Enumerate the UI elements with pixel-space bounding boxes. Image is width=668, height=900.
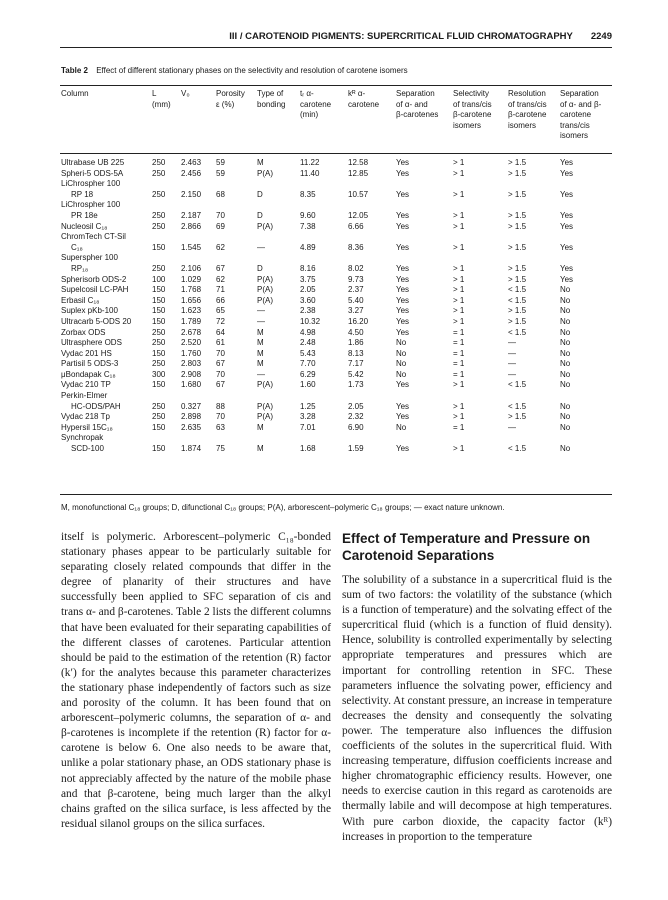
header-isomer-separation: Separation of α- and β- carotene trans/cis isomers (560, 89, 602, 140)
cell-bonding: D (257, 189, 263, 199)
cell-resolution: < 1.5 (508, 380, 527, 390)
cell-isomer-separation: Yes (560, 242, 574, 252)
cell-resolution: > 1.5 (508, 242, 527, 252)
column-name: Synchropak (61, 433, 104, 443)
cell-selectivity: > 1 (453, 444, 465, 454)
cell-retention-factor: 8.02 (348, 263, 364, 273)
cell-porosity: 59 (216, 168, 225, 178)
cell-selectivity: > 1 (453, 221, 465, 231)
cell-retention-time: 4.98 (300, 327, 316, 337)
table-row (60, 158, 612, 169)
cell-void-volume: 0.327 (181, 401, 202, 411)
cell-isomer-separation: No (560, 306, 571, 316)
column-name: Ultracarb 5-ODS 20 (61, 316, 132, 326)
column-name-continued: RP₁₈ (71, 263, 89, 273)
cell-separation: Yes (396, 221, 410, 231)
cell-retention-time: 3.28 (300, 412, 316, 422)
cell-retention-factor: 1.86 (348, 338, 364, 348)
column-name: μBondapak C₁₈ (61, 369, 116, 379)
header-resolution: Resolution of trans/cis β-carotene isomers (508, 89, 547, 130)
column-name: Supelcosil LC-PAH (61, 285, 129, 295)
column-name: Superspher 100 (61, 253, 118, 263)
cell-separation: Yes (396, 306, 410, 316)
table-row (60, 433, 612, 454)
column-name: Suplex pKb-100 (61, 306, 118, 316)
cell-void-volume: 1.789 (181, 316, 202, 326)
cell-isomer-separation: No (560, 369, 571, 379)
table-row (60, 359, 612, 370)
cell-selectivity: > 1 (453, 412, 465, 422)
cell-void-volume: 1.768 (181, 285, 202, 295)
cell-porosity: 68 (216, 189, 225, 199)
cell-retention-time: 2.38 (300, 306, 316, 316)
cell-selectivity: > 1 (453, 168, 465, 178)
cell-resolution: > 1.5 (508, 168, 527, 178)
cell-selectivity: = 1 (453, 348, 465, 358)
cell-resolution: > 1.5 (508, 158, 527, 167)
column-name-continued: HC-ODS/PAH (71, 401, 121, 411)
cell-porosity: 63 (216, 422, 225, 432)
cell-porosity: 71 (216, 285, 225, 295)
table-row (60, 275, 612, 286)
table-header-rule (60, 153, 612, 154)
cell-retention-factor: 5.42 (348, 369, 364, 379)
cell-retention-time: 5.43 (300, 348, 316, 358)
table-top-rule (60, 85, 612, 86)
cell-length: 150 (152, 306, 166, 316)
cell-isomer-separation: Yes (560, 168, 574, 178)
cell-retention-time: 7.01 (300, 422, 316, 432)
cell-resolution: — (508, 359, 516, 369)
cell-separation: No (396, 348, 407, 358)
cell-porosity: 67 (216, 380, 225, 390)
cell-retention-factor: 3.27 (348, 306, 364, 316)
left-text-column (61, 530, 331, 832)
cell-bonding: P(A) (257, 401, 273, 411)
cell-bonding: M (257, 327, 264, 337)
cell-length: 150 (152, 285, 166, 295)
column-name: Vydac 210 TP (61, 380, 111, 390)
table-row (60, 370, 612, 381)
column-name: LiChrospher 100 (61, 179, 121, 189)
table-caption-text: Effect of different stationary phases on the selectivity and resolution of carotene isomers (96, 66, 408, 75)
cell-selectivity: > 1 (453, 210, 465, 220)
cell-length: 150 (152, 422, 166, 432)
cell-isomer-separation: Yes (560, 210, 574, 220)
cell-length: 250 (152, 168, 166, 178)
cell-separation: Yes (396, 242, 410, 252)
cell-void-volume: 2.150 (181, 189, 202, 199)
cell-retention-time: 10.32 (300, 316, 321, 326)
cell-length: 250 (152, 401, 166, 411)
cell-void-volume: 2.803 (181, 359, 202, 369)
cell-void-volume: 1.874 (181, 444, 202, 454)
cell-porosity: 88 (216, 401, 225, 411)
right-text-column (342, 530, 612, 845)
cell-retention-time: 9.60 (300, 210, 316, 220)
cell-bonding: — (257, 316, 265, 326)
column-name: Perkin-Elmer (61, 391, 108, 401)
cell-bonding: M (257, 338, 264, 348)
cell-retention-time: 8.35 (300, 189, 316, 199)
table-row (60, 285, 612, 296)
cell-retention-factor: 12.85 (348, 168, 369, 178)
cell-retention-factor: 12.58 (348, 158, 369, 167)
cell-retention-factor: 1.59 (348, 444, 364, 454)
table-footnote: M, monofunctional C₁₈ groups; D, difunctional C₁₈ groups; P(A), arborescent–polymeric C₁₈ groups; — exact nature unknown. (61, 503, 505, 512)
cell-retention-time: 8.16 (300, 263, 316, 273)
cell-separation: Yes (396, 412, 410, 422)
cell-length: 250 (152, 189, 166, 199)
cell-void-volume: 1.680 (181, 380, 202, 390)
cell-length: 100 (152, 274, 166, 284)
cell-resolution: < 1.5 (508, 285, 527, 295)
cell-separation: Yes (396, 401, 410, 411)
cell-separation: Yes (396, 380, 410, 390)
table-row (60, 222, 612, 233)
cell-isomer-separation: Yes (560, 158, 574, 167)
cell-selectivity: > 1 (453, 401, 465, 411)
cell-resolution: — (508, 348, 516, 358)
cell-selectivity: > 1 (453, 158, 465, 167)
table-label: Table 2 (61, 66, 88, 75)
cell-length: 150 (152, 348, 166, 358)
cell-bonding: M (257, 158, 264, 167)
cell-void-volume: 2.635 (181, 422, 202, 432)
column-name: Spherisorb ODS-2 (61, 274, 127, 284)
cell-length: 250 (152, 263, 166, 273)
running-head-title: III / CAROTENOID PIGMENTS: SUPERCRITICAL FLUID CHROMATOGRAPHY (229, 30, 573, 42)
cell-separation: Yes (396, 274, 410, 284)
cell-bonding: P(A) (257, 295, 273, 305)
cell-length: 150 (152, 242, 166, 252)
column-name: Partisil 5 ODS-3 (61, 359, 119, 369)
cell-porosity: 70 (216, 348, 225, 358)
cell-retention-factor: 1.73 (348, 380, 364, 390)
cell-retention-time: 7.38 (300, 221, 316, 231)
cell-bonding: M (257, 359, 264, 369)
cell-retention-time: 1.68 (300, 444, 316, 454)
cell-resolution: — (508, 422, 516, 432)
cell-selectivity: > 1 (453, 274, 465, 284)
cell-selectivity: = 1 (453, 422, 465, 432)
cell-resolution: < 1.5 (508, 295, 527, 305)
cell-retention-time: 7.70 (300, 359, 316, 369)
cell-isomer-separation: No (560, 401, 571, 411)
cell-retention-factor: 6.90 (348, 422, 364, 432)
cell-void-volume: 2.908 (181, 369, 202, 379)
column-name: Zorbax ODS (61, 327, 106, 337)
cell-retention-time: 3.60 (300, 295, 316, 305)
cell-void-volume: 2.187 (181, 210, 202, 220)
cell-length: 250 (152, 158, 166, 167)
cell-resolution: < 1.5 (508, 401, 527, 411)
header-porosity: Porosity ε (%) (216, 89, 245, 109)
cell-retention-time: 6.29 (300, 369, 316, 379)
body-paragraph-right: The solubility of a substance in a supercritical fluid is the sum of two factors: the volatility of the substance (which is a function of temperature) and the solvating effect of the supercritical fluid (which is a function of fluid density). Hence, solubility is controlled experimentally by selecting appropriate temperatures and pressures which are important for controlling retention in SFC. These parameters influence the solvating power, efficiency and selectivity. At constant pressure, an increase in temperature decreases the density and consequently the solvating power. The temperature also influences the diffusion coefficients of the solutes in the supercritical fluid. With increasing temperature, diffusion coefficients increase and higher chromatographic efficiency results. However, one needs to exercise caution in this regard as carotenoids are thermally labile and will decompose at high temperatures. With pure carbon dioxide, the capacity factor (kᴿ) increases in proportion to the temperature (342, 574, 612, 843)
cell-porosity: 66 (216, 295, 225, 305)
cell-bonding: — (257, 369, 265, 379)
table-row (60, 349, 612, 360)
cell-separation: Yes (396, 327, 410, 337)
header-void-volume: V₀ (181, 89, 190, 98)
table-bottom-rule (60, 494, 612, 495)
cell-retention-factor: 12.05 (348, 210, 369, 220)
cell-bonding: P(A) (257, 412, 273, 422)
table-row (60, 179, 612, 200)
cell-void-volume: 2.456 (181, 168, 202, 178)
cell-isomer-separation: Yes (560, 263, 574, 273)
cell-separation: Yes (396, 158, 410, 167)
column-name: LiChrospher 100 (61, 200, 121, 210)
cell-porosity: 59 (216, 158, 225, 167)
cell-void-volume: 2.866 (181, 221, 202, 231)
cell-length: 150 (152, 380, 166, 390)
cell-void-volume: 2.678 (181, 327, 202, 337)
cell-retention-time: 4.89 (300, 242, 316, 252)
cell-bonding: P(A) (257, 168, 273, 178)
cell-isomer-separation: No (560, 327, 571, 337)
header-column: Column (61, 89, 89, 98)
cell-length: 250 (152, 327, 166, 337)
cell-resolution: > 1.5 (508, 274, 527, 284)
cell-length: 150 (152, 444, 166, 454)
cell-retention-factor: 2.05 (348, 401, 364, 411)
cell-void-volume: 1.656 (181, 295, 202, 305)
table-caption (61, 66, 613, 75)
cell-void-volume: 2.898 (181, 412, 202, 422)
column-name-continued: C₁₈ (71, 242, 83, 252)
cell-length: 250 (152, 221, 166, 231)
table-row (60, 412, 612, 423)
table-row (60, 317, 612, 328)
cell-resolution: > 1.5 (508, 263, 527, 273)
column-name: Ultrasphere ODS (61, 338, 122, 348)
table-row (60, 232, 612, 253)
cell-isomer-separation: No (560, 338, 571, 348)
cell-selectivity: = 1 (453, 369, 465, 379)
cell-separation: Yes (396, 263, 410, 273)
column-name: ChromTech CT-Sil (61, 232, 126, 242)
cell-void-volume: 1.623 (181, 306, 202, 316)
cell-resolution: > 1.5 (508, 316, 527, 326)
cell-retention-factor: 9.73 (348, 274, 364, 284)
table-row (60, 296, 612, 307)
cell-separation: Yes (396, 189, 410, 199)
table-header (60, 89, 612, 151)
body-paragraph-left: itself is polymeric. Arborescent–polymeric C₁₈-bonded stationary phases appear to be particularly suitable for separating closely related compounds that differ in the degree of planarity of their structures and have successfully been applied to SFC separation of cis and trans α- and β-carotenes. Table 2 lists the different columns that have been evaluated for their separating capabilities of the different classes of carotenes. Particular attention should be paid to the estimation of the retention (R) factor (k′) for the analytes because this parameter characterizes the stationary phase independently of factors such as size and porosity of the column. It has been found that on arborescent–polymeric columns, the separation of α- and β-carotenes is incomplete if the retention (R) factor for α-carotene is below 6. One also needs to be aware that, unlike a polar stationary phase, an ODS stationary phase is not appreciably affected by the nature of the mobile phase and that β-carotene, being much larger than the alkyl chains grafted on the silica surface, is less affected by the residual silanol groups on the silica surfaces. (61, 531, 331, 830)
table-body (60, 158, 612, 455)
column-name: Vydac 201 HS (61, 348, 112, 358)
cell-bonding: D (257, 263, 263, 273)
column-name-continued: RP 18 (71, 189, 94, 199)
cell-retention-factor: 4.50 (348, 327, 364, 337)
cell-porosity: 62 (216, 274, 225, 284)
cell-selectivity: > 1 (453, 380, 465, 390)
cell-length: 250 (152, 412, 166, 422)
cell-bonding: P(A) (257, 285, 273, 295)
column-name: Hypersil 15C₁₈ (61, 422, 113, 432)
cell-isomer-separation: No (560, 444, 571, 454)
cell-selectivity: > 1 (453, 295, 465, 305)
column-name-continued: SCD-100 (71, 444, 104, 454)
cell-porosity: 69 (216, 221, 225, 231)
cell-isomer-separation: No (560, 316, 571, 326)
cell-isomer-separation: Yes (560, 274, 574, 284)
cell-separation: No (396, 422, 407, 432)
cell-retention-factor: 2.37 (348, 285, 364, 295)
table-row (60, 328, 612, 339)
cell-retention-factor: 10.57 (348, 189, 369, 199)
cell-bonding: M (257, 444, 264, 454)
header-selectivity: Selectivity of trans/cis β-carotene isomers (453, 89, 492, 130)
cell-isomer-separation: No (560, 380, 571, 390)
cell-retention-factor: 8.13 (348, 348, 364, 358)
cell-bonding: M (257, 348, 264, 358)
cell-porosity: 72 (216, 316, 225, 326)
table-row (60, 338, 612, 349)
cell-selectivity: > 1 (453, 306, 465, 316)
cell-retention-time: 1.25 (300, 401, 316, 411)
cell-retention-time: 11.40 (300, 168, 320, 178)
cell-selectivity: > 1 (453, 285, 465, 295)
cell-bonding: P(A) (257, 274, 273, 284)
cell-length: 150 (152, 316, 166, 326)
cell-resolution: > 1.5 (508, 221, 527, 231)
cell-porosity: 61 (216, 338, 225, 348)
cell-separation: Yes (396, 316, 410, 326)
cell-retention-factor: 7.17 (348, 359, 364, 369)
section-heading: Effect of Temperature and Pressure on Carotenoid Separations (342, 531, 591, 563)
cell-bonding: P(A) (257, 221, 273, 231)
cell-resolution: < 1.5 (508, 444, 527, 454)
header-bonding: Type of bonding (257, 89, 286, 109)
header-rule (60, 47, 612, 48)
cell-length: 150 (152, 295, 166, 305)
table-row (60, 380, 612, 391)
cell-bonding: — (257, 242, 265, 252)
cell-retention-factor: 5.40 (348, 295, 364, 305)
cell-isomer-separation: No (560, 422, 571, 432)
table-row (60, 306, 612, 317)
cell-resolution: > 1.5 (508, 210, 527, 220)
cell-void-volume: 2.106 (181, 263, 202, 273)
cell-porosity: 62 (216, 242, 225, 252)
cell-void-volume: 1.029 (181, 274, 202, 284)
cell-separation: Yes (396, 168, 410, 178)
cell-selectivity: > 1 (453, 242, 465, 252)
cell-separation: Yes (396, 210, 410, 220)
cell-length: 250 (152, 210, 166, 220)
column-name: Spheri-5 ODS-5A (61, 168, 124, 178)
cell-porosity: 67 (216, 359, 225, 369)
cell-separation: Yes (396, 295, 410, 305)
cell-resolution: > 1.5 (508, 189, 527, 199)
cell-void-volume: 1.545 (181, 242, 202, 252)
cell-bonding: P(A) (257, 380, 273, 390)
cell-length: 300 (152, 369, 166, 379)
cell-retention-factor: 16.20 (348, 316, 369, 326)
column-name: Nucleosil C₁₈ (61, 221, 108, 231)
cell-isomer-separation: Yes (560, 221, 574, 231)
header-separation: Separation of α- and β-carotenes (396, 89, 439, 119)
header-retention-factor: kᴿ α- carotene (348, 89, 380, 109)
header-retention-time: tᵣ α- carotene (min) (300, 89, 332, 119)
cell-separation: No (396, 359, 407, 369)
cell-void-volume: 2.463 (181, 158, 202, 167)
table-row (60, 423, 612, 434)
cell-porosity: 67 (216, 263, 225, 273)
table-row (60, 253, 612, 274)
page-number: 2249 (590, 30, 612, 42)
cell-bonding: — (257, 306, 265, 316)
cell-bonding: M (257, 422, 264, 432)
table-row (60, 391, 612, 412)
cell-resolution: > 1.5 (508, 412, 527, 422)
cell-selectivity: > 1 (453, 189, 465, 199)
cell-resolution: < 1.5 (508, 327, 527, 337)
cell-isomer-separation: Yes (560, 189, 574, 199)
cell-isomer-separation: No (560, 412, 571, 422)
cell-resolution: — (508, 338, 516, 348)
cell-porosity: 65 (216, 306, 225, 316)
column-name: Erbasil C₁₈ (61, 295, 100, 305)
cell-porosity: 64 (216, 327, 225, 337)
column-name-continued: PR 18e (71, 210, 98, 220)
cell-porosity: 70 (216, 210, 225, 220)
cell-separation: No (396, 369, 407, 379)
cell-retention-factor: 8.36 (348, 242, 364, 252)
table-row (60, 200, 612, 221)
cell-retention-time: 3.75 (300, 274, 316, 284)
cell-retention-factor: 6.66 (348, 221, 364, 231)
cell-void-volume: 2.520 (181, 338, 202, 348)
cell-length: 250 (152, 338, 166, 348)
table-row (60, 169, 612, 180)
cell-bonding: D (257, 210, 263, 220)
running-head (60, 29, 612, 43)
cell-isomer-separation: No (560, 359, 571, 369)
cell-retention-time: 11.22 (300, 158, 320, 167)
column-name: Ultrabase UB 225 (61, 158, 125, 167)
cell-void-volume: 1.760 (181, 348, 202, 358)
cell-porosity: 75 (216, 444, 225, 454)
cell-length: 250 (152, 359, 166, 369)
cell-selectivity: = 1 (453, 338, 465, 348)
cell-porosity: 70 (216, 412, 225, 422)
cell-selectivity: > 1 (453, 316, 465, 326)
cell-porosity: 70 (216, 369, 225, 379)
cell-resolution: > 1.5 (508, 306, 527, 316)
cell-selectivity: = 1 (453, 359, 465, 369)
cell-isomer-separation: No (560, 295, 571, 305)
cell-retention-time: 2.05 (300, 285, 316, 295)
cell-isomer-separation: No (560, 348, 571, 358)
cell-selectivity: > 1 (453, 263, 465, 273)
cell-retention-time: 1.60 (300, 380, 316, 390)
cell-separation: Yes (396, 285, 410, 295)
cell-separation: Yes (396, 444, 410, 454)
cell-retention-time: 2.48 (300, 338, 316, 348)
cell-resolution: — (508, 369, 516, 379)
cell-selectivity: = 1 (453, 327, 465, 337)
cell-isomer-separation: No (560, 285, 571, 295)
column-name: Vydac 218 Tp (61, 412, 110, 422)
header-length: L (mm) (152, 89, 171, 109)
cell-retention-factor: 2.32 (348, 412, 364, 422)
cell-separation: No (396, 338, 407, 348)
